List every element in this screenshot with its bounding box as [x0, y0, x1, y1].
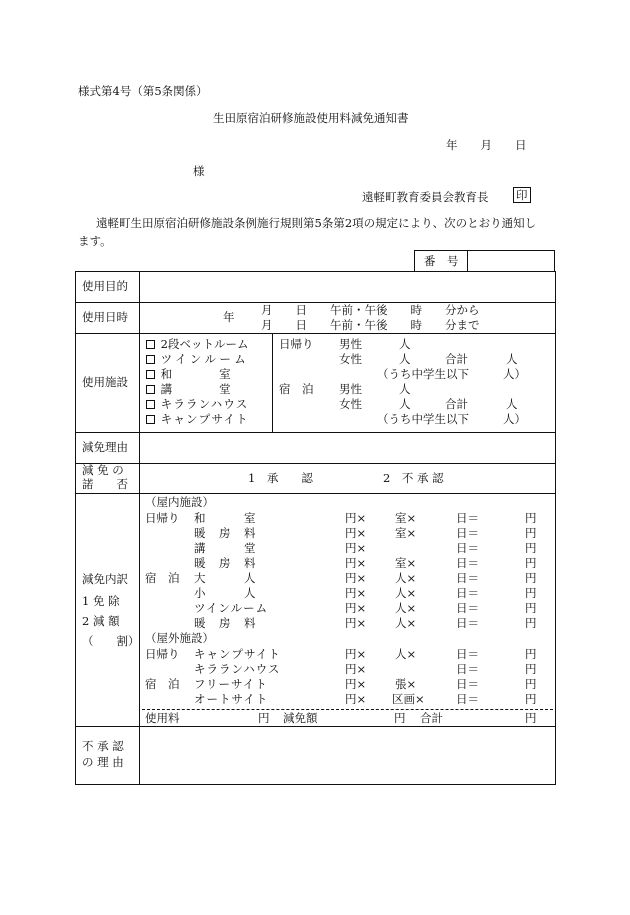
person-unit: 人 [506, 352, 518, 366]
total-label: 合計 [445, 352, 468, 366]
female-label: 女性 [339, 352, 362, 366]
breakdown-c4[interactable]: 円 [525, 692, 537, 706]
male-label: 男性 [339, 382, 362, 396]
person-unit: 人 [399, 397, 411, 411]
breakdown-c1[interactable]: 円× [345, 541, 367, 555]
higaeri-label: 日帰り [279, 337, 314, 351]
of-which-end: 人） [503, 412, 526, 426]
approval-option-approve[interactable]: 1 承 認 [248, 471, 313, 485]
breakdown-c1[interactable]: 円× [345, 526, 367, 540]
facility-item[interactable]: ツインルーム [146, 352, 249, 367]
addressee-honorific: 様 [193, 164, 205, 178]
breakdown-c1[interactable]: 円× [345, 647, 367, 661]
breakdown-item: キラランハウス [194, 662, 281, 676]
of-which-end: 人） [503, 367, 526, 381]
breakdown-c1[interactable]: 円× [345, 556, 367, 570]
of-which-label: （うち中学生以下 [377, 367, 469, 381]
breakdown-c2[interactable]: 室× [395, 511, 417, 525]
checkbox-icon[interactable] [146, 385, 155, 394]
breakdown-c2[interactable]: 室× [395, 526, 417, 540]
date-field[interactable]: 年 月 日 [446, 138, 527, 152]
breakdown-c1[interactable]: 円× [345, 601, 367, 615]
person-unit: 人 [399, 382, 411, 396]
breakdown-c4[interactable]: 円 [525, 541, 537, 555]
disapproval-label-2: の 理 由 [82, 755, 124, 769]
breakdown-c2[interactable]: 人× [395, 586, 417, 600]
breakdown-c2[interactable]: 人× [395, 601, 417, 615]
datetime-end[interactable]: 月 日 午前・午後 時 分まで [261, 318, 480, 332]
breakdown-label-2: 1 免 除 [82, 594, 120, 608]
document-title: 生田原宿泊研修施設使用料減免通知書 [213, 111, 409, 125]
dashed-divider [142, 709, 553, 710]
breakdown-item: ツインルーム [194, 601, 269, 615]
breakdown-c3[interactable]: 日＝ [456, 662, 479, 676]
breakdown-item: 小 人 [194, 586, 257, 600]
indoor-heading: （屋内施設） [145, 495, 214, 509]
checkbox-icon[interactable] [146, 340, 155, 349]
purpose-label: 使用目的 [82, 279, 128, 293]
breakdown-c3[interactable]: 日＝ [456, 526, 479, 540]
breakdown-c1[interactable]: 円× [345, 662, 367, 676]
facilities-label: 使用施設 [82, 375, 128, 389]
facility-item[interactable]: 和 室 [146, 367, 239, 382]
breakdown-c3[interactable]: 日＝ [456, 692, 479, 706]
approval-option-reject[interactable]: 2 不 承 認 [383, 471, 444, 485]
facility-item[interactable]: 講 堂 [146, 382, 239, 397]
total-label: 合計 [445, 397, 468, 411]
checkbox-icon[interactable] [146, 415, 155, 424]
breakdown-item: 暖 房 料 [194, 526, 257, 540]
breakdown-c1[interactable]: 円× [345, 571, 367, 585]
breakdown-label-1: 減免内訳 [82, 572, 128, 586]
disapproval-field[interactable] [144, 731, 549, 779]
breakdown-c3[interactable]: 日＝ [456, 586, 479, 600]
breakdown-c4[interactable]: 円 [525, 586, 537, 600]
breakdown-c3[interactable]: 日＝ [456, 511, 479, 525]
reason-field[interactable] [144, 436, 549, 460]
breakdown-c3[interactable]: 日＝ [456, 601, 479, 615]
number-label: 番 号 [424, 254, 459, 268]
facility-item[interactable]: キラランハウス [146, 397, 248, 412]
datetime-start[interactable]: 月 日 午前・午後 時 分から [261, 303, 480, 317]
breakdown-c2[interactable]: 人× [395, 616, 417, 630]
breakdown-c1[interactable]: 円× [345, 692, 367, 706]
breakdown-c2[interactable]: 人× [395, 571, 417, 585]
total-label: 合計 [420, 711, 443, 725]
intro-text-line1: 遠軽町生田原宿泊研修施設条例施行規則第5条第2項の規定により、次のとおり通知し [96, 216, 537, 230]
approval-label-1: 減 免 の [82, 463, 124, 477]
approval-label-2: 諾 否 [82, 477, 128, 491]
breakdown-item: 暖 房 料 [194, 556, 257, 570]
breakdown-c4[interactable]: 円 [525, 526, 537, 540]
breakdown-shukuhaku-label: 宿 泊 [145, 571, 180, 585]
breakdown-c3[interactable]: 日＝ [456, 571, 479, 585]
breakdown-c1[interactable]: 円× [345, 677, 367, 691]
facility-item[interactable]: キャンプサイト [146, 412, 249, 427]
breakdown-c1[interactable]: 円× [345, 616, 367, 630]
breakdown-shukuhaku-label: 宿 泊 [145, 677, 180, 691]
facility-item[interactable]: 2段ベットルーム [146, 337, 248, 352]
breakdown-c4[interactable]: 円 [525, 616, 537, 630]
breakdown-c1[interactable]: 円× [345, 511, 367, 525]
breakdown-c4[interactable]: 円 [525, 601, 537, 615]
breakdown-c4[interactable]: 円 [525, 662, 537, 676]
female-label: 女性 [339, 397, 362, 411]
total-unit[interactable]: 円 [525, 711, 537, 725]
issuer-name: 遠軽町教育委員会教育長 [362, 190, 489, 204]
breakdown-c4[interactable]: 円 [525, 556, 537, 570]
breakdown-higaeri-label: 日帰り [145, 511, 180, 525]
breakdown-c4[interactable]: 円 [525, 677, 537, 691]
breakdown-item: 講 堂 [194, 541, 257, 555]
checkbox-icon[interactable] [146, 355, 155, 364]
breakdown-c3[interactable]: 日＝ [456, 677, 479, 691]
breakdown-label-3: 2 減 額 [82, 614, 120, 628]
breakdown-c2[interactable]: 室× [395, 556, 417, 570]
number-field[interactable] [472, 253, 552, 269]
breakdown-c3[interactable]: 日＝ [456, 616, 479, 630]
datetime-year[interactable]: 年 [223, 310, 235, 324]
breakdown-c4[interactable]: 円 [525, 647, 537, 661]
outdoor-heading: （屋外施設） [145, 631, 214, 645]
fee-label: 使用料 [145, 711, 180, 725]
intro-text-line2: ます。 [78, 234, 112, 248]
seal-stamp: 印 [513, 187, 531, 203]
breakdown-item: 大 人 [194, 571, 257, 585]
breakdown-c2[interactable]: 張× [395, 677, 417, 691]
person-unit: 人 [399, 352, 411, 366]
breakdown-c1[interactable]: 円× [345, 586, 367, 600]
breakdown-item: キャンプサイト [194, 647, 281, 661]
breakdown-item: 暖 房 料 [194, 616, 257, 630]
checkbox-icon[interactable] [146, 400, 155, 409]
person-unit: 人 [506, 397, 518, 411]
breakdown-c4[interactable]: 円 [525, 511, 537, 525]
reduction-label: 減免額 [283, 711, 318, 725]
breakdown-item: フリーサイト [194, 677, 268, 691]
breakdown-c2[interactable]: 区画× [392, 692, 425, 706]
fee-unit[interactable]: 円 [258, 711, 270, 725]
breakdown-higaeri-label: 日帰り [145, 647, 180, 661]
breakdown-item: オートサイト [194, 692, 269, 706]
reason-label: 減免理由 [82, 440, 128, 454]
breakdown-label-4: （ 割） [82, 634, 140, 648]
disapproval-label-1: 不 承 認 [82, 739, 124, 753]
form-number: 様式第4号（第5条関係） [78, 84, 208, 98]
checkbox-icon[interactable] [146, 370, 155, 379]
male-label: 男性 [339, 337, 362, 351]
breakdown-c3[interactable]: 日＝ [456, 541, 479, 555]
person-unit: 人 [399, 337, 411, 351]
breakdown-c3[interactable]: 日＝ [456, 647, 479, 661]
reduction-unit[interactable]: 円 [394, 711, 406, 725]
shukuhaku-label: 宿 泊 [279, 382, 314, 396]
purpose-field[interactable] [144, 275, 549, 299]
breakdown-c2[interactable]: 人× [395, 647, 417, 661]
breakdown-c3[interactable]: 日＝ [456, 556, 479, 570]
datetime-label: 使用日時 [82, 310, 128, 324]
breakdown-c4[interactable]: 円 [525, 571, 537, 585]
breakdown-item: 和 室 [194, 511, 257, 525]
of-which-label: （うち中学生以下 [377, 412, 469, 426]
